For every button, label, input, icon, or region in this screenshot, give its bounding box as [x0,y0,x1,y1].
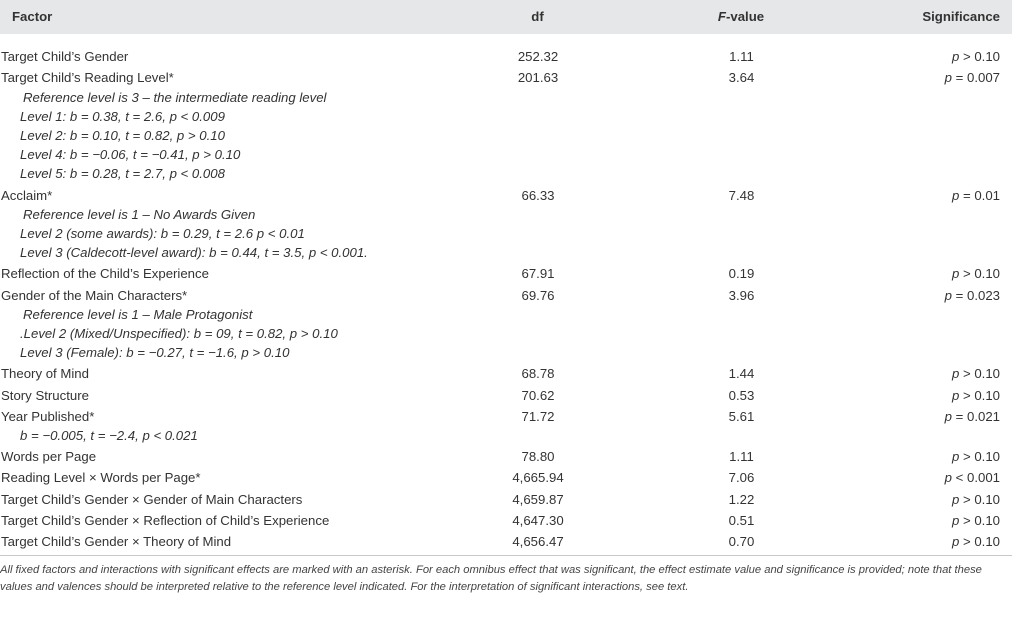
p-symbol: p [944,470,952,486]
factor-label: Theory of Mind [1,366,89,382]
factor-cell [0,530,420,555]
p-symbol: p [951,449,960,465]
level-estimate: Level 1: b = 0.38, t = 2.6, p < 0.009 [20,108,225,124]
df-cell: 68.78 [521,366,555,382]
p-value: = 0.01 [959,187,1000,203]
table-row [0,488,1012,509]
table-row [0,466,1012,487]
p-symbol: p [951,534,960,550]
header-df: df [531,9,544,24]
factor-cell [0,384,420,405]
p-value: > 0.10 [959,266,1000,282]
significance-cell [827,66,1012,183]
f-value-cell: 0.53 [728,387,755,403]
p-symbol: p [944,408,952,424]
factor-label: Gender of the Main Characters* [1,287,188,303]
df-cell: 67.91 [521,266,555,282]
factor-cell [0,262,420,283]
p-value: > 0.10 [959,49,1000,65]
p-symbol: p [951,49,960,65]
significance-cell [827,45,1012,66]
factor-cell [0,466,420,487]
factor-label: Target Child’s Gender × Gender of Main Characters [1,491,303,507]
factor-cell [0,66,420,183]
header-significance: Significance [922,9,1000,24]
factor-label: Acclaim* [1,187,53,203]
table-row [0,45,1012,66]
p-value: > 0.10 [959,449,1000,465]
factor-label: Target Child’s Gender [1,49,129,65]
reference-level-note: Reference level is 1 – No Awards Given [23,206,256,222]
factor-cell [0,362,420,383]
table-header [0,0,1012,34]
factor-label: Story Structure [1,387,89,403]
factor-cell [0,284,420,363]
df-cell: 4,656.47 [512,534,564,550]
f-value-cell: 1.11 [729,49,754,65]
level-estimate: Level 2: b = 0.10, t = 0.82, p > 0.10 [20,128,225,144]
significance-cell [827,509,1012,530]
df-cell: 71.72 [521,408,555,424]
factor-label: Reading Level × Words per Page* [1,470,201,486]
header-f-letter: F [717,9,726,24]
factor-label: Reflection of the Child’s Experience [1,266,209,282]
f-value-cell: 0.70 [728,534,755,550]
significance-cell [827,184,1012,263]
level-estimate: Level 3 (Female): b = −0.27, t = −1.6, p > 0.10 [20,345,290,361]
df-cell: 69.76 [521,287,555,303]
df-cell: 66.33 [521,187,555,203]
significance-cell [827,384,1012,405]
p-symbol: p [951,512,960,528]
p-symbol: p [951,187,960,203]
df-cell: 252.32 [517,49,559,65]
p-symbol: p [951,491,960,507]
table-row [0,284,1012,363]
table-row [0,445,1012,466]
header-row [0,0,1012,34]
factor-label: Words per Page [1,449,97,465]
significance-cell [827,466,1012,487]
level-estimate: Level 2 (some awards): b = 0.29, t = 2.6 p < 0.01 [20,226,305,242]
p-value: = 0.023 [951,287,1000,303]
f-value-cell: 1.11 [729,449,754,465]
table-row [0,262,1012,283]
df-cell: 70.62 [521,387,555,403]
p-value: > 0.10 [959,512,1000,528]
factor-label: Target Child’s Reading Level* [1,70,174,86]
df-cell: 4,647.30 [512,512,564,528]
p-value: > 0.10 [959,534,1000,550]
f-value-cell: 1.44 [728,366,755,382]
table-row [0,509,1012,530]
table-row [0,66,1012,183]
significance-cell [827,530,1012,555]
f-value-cell: 5.61 [728,408,755,424]
df-cell: 201.63 [517,70,559,86]
header-f-value [655,0,827,34]
table-row [0,405,1012,445]
f-value-cell: 0.19 [728,266,755,282]
p-symbol: p [944,70,952,86]
factor-cell [0,45,420,66]
significance-cell [827,445,1012,466]
factor-cell [0,184,420,263]
significance-cell [827,488,1012,509]
factor-cell [0,509,420,530]
p-value: < 0.001 [951,470,1000,486]
factor-cell [0,488,420,509]
f-value-cell: 0.51 [728,512,755,528]
header-f-rest: -value [725,9,765,24]
header-factor: Factor [12,9,53,24]
table-body [0,34,1012,555]
factor-label: Year Published* [1,408,95,424]
significance-cell [827,262,1012,283]
table-footnote: All fixed factors and interactions with significant effects are marked with an asterisk. For each omnibus effect that was significant, the effect estimate value and significance is provided; note that these values and valences should be interpreted relative to the reference level indicated. For the interpretation of significant interactions, see text. [0,564,982,594]
p-symbol: p [951,387,960,403]
factor-label: Target Child’s Gender × Theory of Mind [1,534,232,550]
table-row [0,184,1012,263]
significance-cell [827,362,1012,383]
p-value: > 0.10 [959,387,1000,403]
level-estimate: Level 5: b = 0.28, t = 2.7, p < 0.008 [20,166,225,182]
p-value: > 0.10 [959,491,1000,507]
table-row [0,384,1012,405]
reference-level-note: Reference level is 3 – the intermediate reading level [23,89,327,105]
f-value-cell: 3.96 [728,287,755,303]
factor-label: Target Child’s Gender × Reflection of Child’s Experience [1,512,330,528]
p-symbol: p [944,287,952,303]
df-cell: 4,659.87 [512,491,564,507]
p-symbol: p [951,266,960,282]
factor-cell [0,405,420,445]
table-row [0,530,1012,555]
df-cell: 78.80 [521,449,555,465]
p-value: = 0.007 [951,70,1000,86]
p-value: = 0.021 [951,408,1000,424]
f-value-cell: 3.64 [728,70,755,86]
f-value-cell: 1.22 [728,491,755,507]
df-cell: 4,665.94 [512,470,564,486]
f-value-cell: 7.48 [728,187,755,203]
f-value-cell: 7.06 [728,470,755,486]
p-symbol: p [951,366,960,382]
factor-cell [0,445,420,466]
level-estimate: b = −0.005, t = −2.4, p < 0.021 [20,428,198,444]
level-estimate: .Level 2 (Mixed/Unspecified): b = 09, t = 0.82, p > 0.10 [20,326,338,342]
level-estimate: Level 3 (Caldecott-level award): b = 0.44, t = 3.5, p < 0.001. [20,245,368,261]
table-row [0,362,1012,383]
p-value: > 0.10 [959,366,1000,382]
level-estimate: Level 4: b = −0.06, t = −0.41, p > 0.10 [20,147,241,163]
significance-cell [827,284,1012,363]
significance-cell [827,405,1012,445]
reference-level-note: Reference level is 1 – Male Protagonist [23,306,253,322]
